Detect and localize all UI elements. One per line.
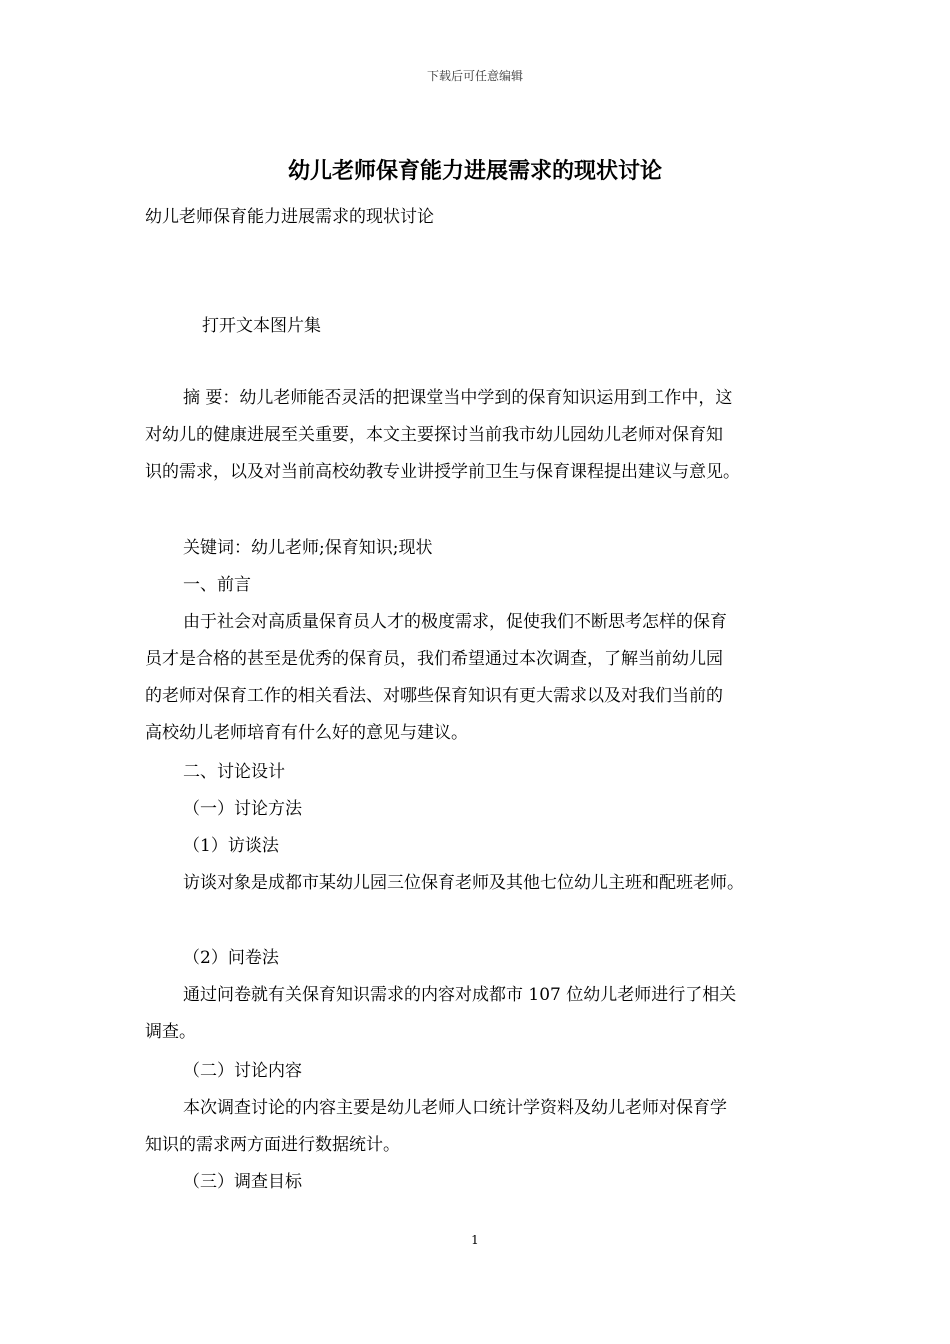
preface-line-3: 的老师对保育工作的相关看法、对哪些保育知识有更大需求以及对我们当前的 <box>145 686 723 706</box>
subtitle: 幼儿老师保育能力进展需求的现状讨论 <box>145 207 434 227</box>
subheading-methods: （一）讨论方法 <box>183 799 302 819</box>
section-heading-preface: 一、前言 <box>183 575 251 595</box>
section-heading-design: 二、讨论设计 <box>183 762 285 782</box>
content-line-2: 知识的需求两方面进行数据统计。 <box>145 1135 400 1155</box>
method-interview-text: 访谈对象是成都市某幼儿园三位保育老师及其他七位幼儿主班和配班老师。 <box>183 873 744 893</box>
method-questionnaire-heading: （2）问卷法 <box>183 948 279 968</box>
page-header: 下载后可任意编辑 <box>426 69 523 83</box>
abstract-line-1: 摘 要：幼儿老师能否灵活的把课堂当中学到的保育知识运用到工作中，这 <box>183 388 733 408</box>
method-questionnaire-line-1: 通过问卷就有关保育知识需求的内容对成都市 107 位幼儿老师进行了相关 <box>183 985 737 1005</box>
method-interview-heading: （1）访谈法 <box>183 836 279 856</box>
abstract-line-2: 对幼儿的健康进展至关重要，本文主要探讨当前我市幼儿园幼儿老师对保育知 <box>145 425 723 445</box>
preface-line-4: 高校幼儿老师培育有什么好的意见与建议。 <box>145 723 468 743</box>
document-title: 幼儿老师保育能力进展需求的现状讨论 <box>287 158 662 184</box>
preface-line-2: 员才是合格的甚至是优秀的保育员，我们希望通过本次调查，了解当前幼儿园 <box>145 649 723 669</box>
keywords: 关键词：幼儿老师;保育知识;现状 <box>183 538 433 558</box>
subheading-objectives: （三）调查目标 <box>183 1172 302 1192</box>
abstract-line-3: 识的需求，以及对当前高校幼教专业讲授学前卫生与保育课程提出建议与意见。 <box>145 462 740 482</box>
preface-line-1: 由于社会对高质量保育员人才的极度需求，促使我们不断思考怎样的保育 <box>183 612 727 632</box>
method-questionnaire-line-2: 调查。 <box>145 1022 196 1042</box>
open-image-gallery-link[interactable]: 打开文本图片集 <box>202 316 321 336</box>
subheading-content: （二）讨论内容 <box>183 1061 302 1081</box>
page-number: 1 <box>471 1233 479 1247</box>
content-line-1: 本次调查讨论的内容主要是幼儿老师人口统计学资料及幼儿老师对保育学 <box>183 1098 727 1118</box>
